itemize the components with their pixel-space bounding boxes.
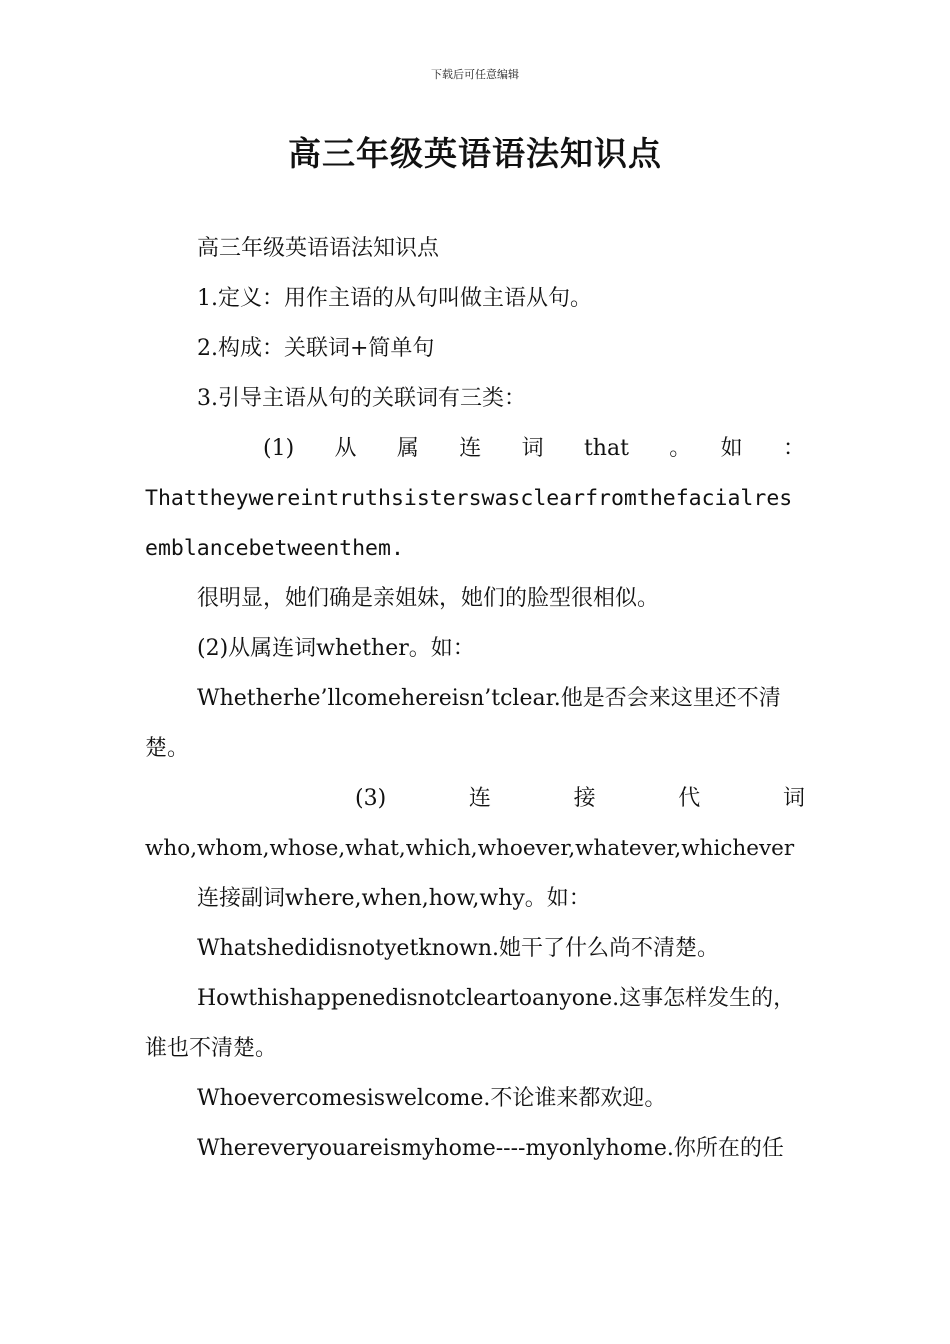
paragraph-how-example: Howthishappenedisnotcleartoanyone.这事怎样发生的，谁也不清楚。: [145, 986, 796, 1061]
paragraph-adverbs: 连接副词where,when,how,why。如：: [197, 886, 591, 911]
paragraph-what-example: Whatshedidisnotyetknown.她干了什么尚不清楚。: [197, 936, 720, 961]
paragraph-that-example: Thattheywereintruthsisterswasclearfromthefacialresemblancebetweenthem.: [145, 486, 793, 561]
paragraph-that-lead: (1) 从 属 连 词 that 。 如 ：: [263, 436, 805, 461]
paragraph-whether-lead: (2)从属连词whether。如：: [197, 636, 475, 661]
paragraph-pronouns-lead: (3) 连 接 代 词: [355, 786, 805, 811]
paragraph-heading: 高三年级英语语法知识点: [197, 236, 440, 261]
paragraph-wherever-example: Whereveryouareismyhome----myonlyhome.你所在的任: [197, 1136, 784, 1161]
paragraph-whoever-example: Whoevercomesiswelcome.不论谁来都欢迎。: [197, 1086, 667, 1111]
paragraph-pronouns-list: who,whom,whose,what,which,whoever,whatever,whichever: [145, 836, 795, 861]
paragraph-connectors-intro: 3.引导主语从句的关联词有三类：: [197, 386, 526, 411]
page-title: 高三年级英语语法知识点: [288, 134, 662, 173]
paragraph-structure: 2.构成：关联词+简单句: [197, 336, 435, 361]
header-note: 下载后可任意编辑: [431, 68, 519, 81]
paragraph-whether-example: Whetherhe’llcomehereisn’tclear.他是否会来这里还不清楚。: [145, 686, 781, 761]
document-body: [145, 224, 805, 1174]
paragraph-that-translation: 很明显，她们确是亲姐妹，她们的脸型很相似。: [197, 586, 660, 611]
paragraph-definition: 1.定义：用作主语的从句叫做主语从句。: [197, 286, 592, 311]
